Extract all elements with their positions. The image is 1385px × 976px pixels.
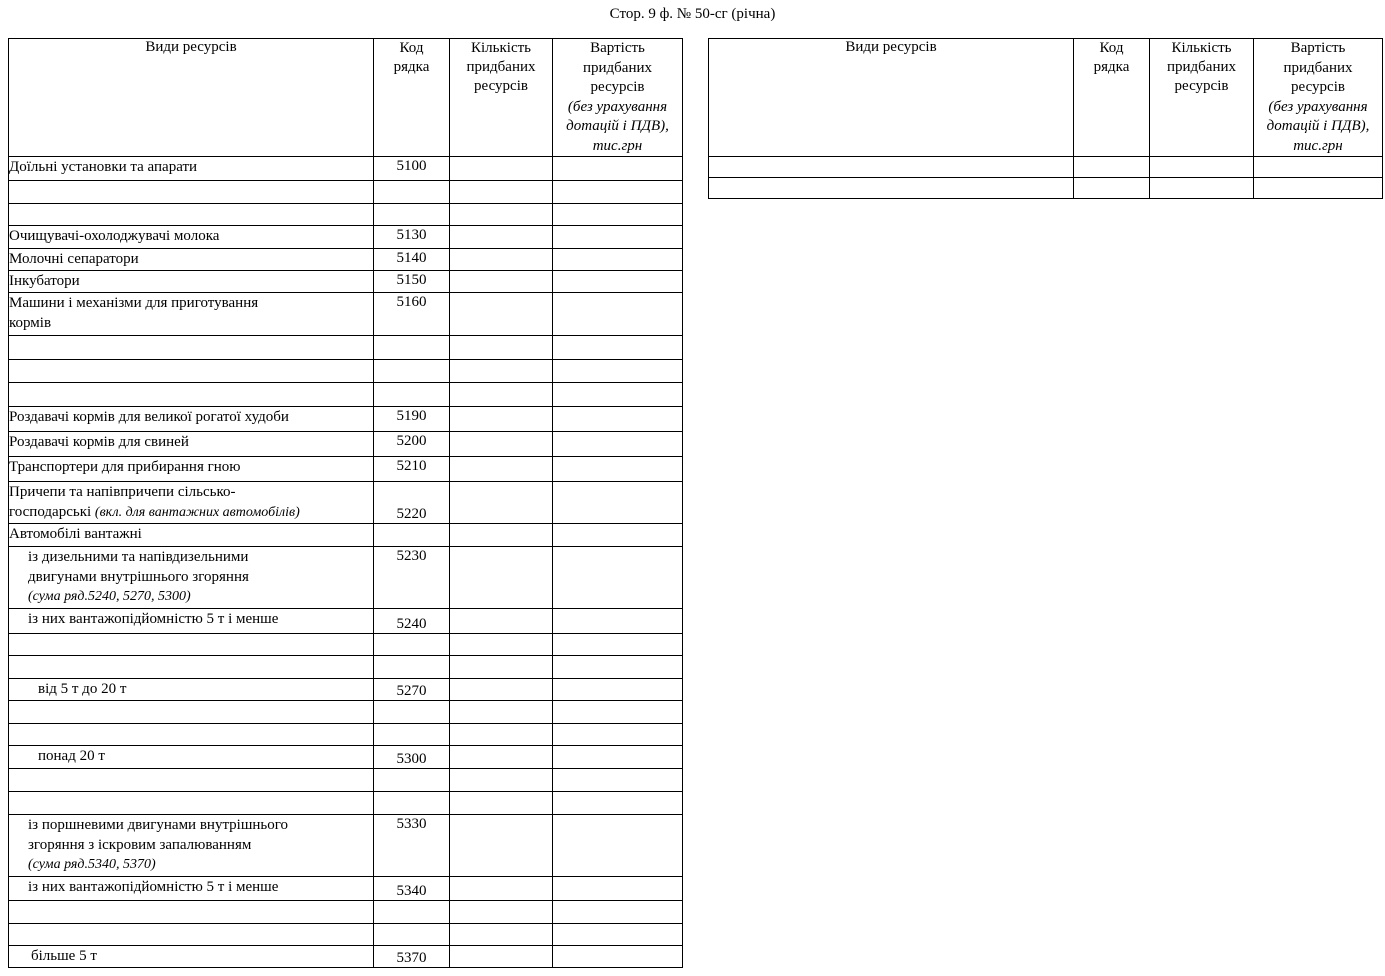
qty-header-line: ресурсів [474,78,528,94]
code-header-line: Код [399,40,424,56]
column-header-quantity [1150,39,1254,157]
cost-cell[interactable] [1254,178,1383,199]
row-code [374,901,450,924]
row-code: 5150 [374,271,450,293]
row-name: Транспортери для прибирання гною [9,457,374,482]
row-name-line: із дизельними та напівдизельними [28,549,249,565]
cost-cell[interactable] [553,482,683,524]
row-name [9,634,374,656]
row-code: 5160 [374,293,450,336]
row-name [9,815,374,877]
row-code[interactable] [1074,178,1150,199]
quantity-cell[interactable] [450,724,553,746]
row-code [374,769,450,792]
resources-table-left [8,38,683,968]
table-row [9,524,683,547]
row-name [9,701,374,724]
quantity-cell[interactable] [450,769,553,792]
row-name-line: із поршневими двигунами внутрішнього [28,817,289,833]
row-name: від 5 т до 20 т [9,679,374,701]
quantity-cell[interactable] [450,181,553,204]
cost-cell[interactable] [553,924,683,946]
row-name: Інкубатори [9,271,374,293]
cost-header-line: (без урахування [1268,98,1368,115]
table-row [9,634,683,656]
cost-cell[interactable] [553,547,683,609]
cost-cell[interactable] [553,701,683,724]
cost-header-line: Вартість [1290,40,1346,56]
cost-cell[interactable] [553,157,683,181]
table-row [9,946,683,968]
cost-cell[interactable] [553,336,683,360]
row-name [9,360,374,383]
quantity-cell[interactable] [450,792,553,815]
row-name [9,656,374,679]
table-header-row [709,39,1383,157]
column-header-resource: Види ресурсів [9,39,374,157]
quantity-cell[interactable] [450,293,553,336]
qty-header-line: ресурсів [1174,78,1229,94]
row-name [9,293,374,336]
row-name: Роздавачі кормів для свиней [9,432,374,457]
cost-cell[interactable] [553,181,683,204]
quantity-cell[interactable] [450,524,553,547]
row-note: (вкл. для вантажних автомобілів) [94,505,300,520]
quantity-cell[interactable] [450,271,553,293]
row-name [9,336,374,360]
table-row [9,482,683,524]
row-name-line: згоряння з іскровим запалюванням [28,837,252,853]
row-code: 5220 [374,482,450,524]
cost-cell[interactable] [553,249,683,271]
row-name [9,383,374,407]
cost-cell[interactable] [553,360,683,383]
cost-cell[interactable] [553,901,683,924]
table-row [9,679,683,701]
cost-cell[interactable] [553,792,683,815]
quantity-cell[interactable] [450,336,553,360]
table-row [9,769,683,792]
quantity-cell[interactable] [450,656,553,679]
quantity-cell[interactable] [450,157,553,181]
cost-header-line: придбаних [582,59,653,76]
cost-header-line: ресурсів [1291,79,1345,95]
quantity-cell[interactable] [450,547,553,609]
row-code: 5140 [374,249,450,271]
cost-cell[interactable] [553,946,683,968]
quantity-cell[interactable] [450,249,553,271]
cost-cell[interactable] [553,457,683,482]
cost-cell[interactable] [1254,157,1383,178]
row-code [374,634,450,656]
row-name [9,547,374,609]
cost-cell[interactable] [553,609,683,634]
row-code [374,336,450,360]
row-code: 5210 [374,457,450,482]
table-row [9,293,683,336]
cost-cell[interactable] [553,407,683,432]
row-name: із них вантажопідйомністю 5 т і менше [9,609,374,634]
table-row [9,457,683,482]
quantity-cell[interactable] [450,383,553,407]
row-name: Роздавачі кормів для великої рогатої худоби [9,407,374,432]
cost-cell[interactable] [553,634,683,656]
row-code [374,656,450,679]
cost-cell[interactable] [553,226,683,249]
cost-header-line: придбаних [1283,59,1353,76]
table-row [9,407,683,432]
qty-header-line: придбаних [1166,59,1237,75]
quantity-cell[interactable] [450,946,553,968]
cost-cell[interactable] [553,383,683,407]
quantity-cell[interactable] [450,701,553,724]
quantity-cell[interactable] [1150,178,1254,199]
quantity-cell[interactable] [450,204,553,226]
table-row [9,746,683,769]
quantity-cell[interactable] [450,609,553,634]
row-name-text: господарські [9,504,92,520]
row-code [374,383,450,407]
table-row [9,249,683,271]
table-row [9,157,683,181]
quantity-cell[interactable] [450,432,553,457]
cost-header-line: Вартість [590,40,645,56]
row-name: Очищувачі-охолоджувачі молока [9,226,374,249]
row-name-line: двигунами внутрішнього згоряння [28,569,249,585]
cost-cell[interactable] [553,432,683,457]
qty-header-line: Кількість [1171,40,1232,56]
quantity-cell[interactable] [450,360,553,383]
column-header-cost [553,39,683,157]
table-row [9,432,683,457]
table-row [9,383,683,407]
cost-cell[interactable] [553,204,683,226]
quantity-cell[interactable] [450,482,553,524]
cost-header-line: (без урахування [567,98,668,115]
column-header-code [374,39,450,157]
cost-cell[interactable] [553,271,683,293]
quantity-cell[interactable] [450,815,553,877]
row-code [374,792,450,815]
quantity-cell[interactable] [450,457,553,482]
qty-header-line: Кількість [470,40,531,56]
cost-header-line: ресурсів [590,79,645,95]
quantity-cell[interactable] [450,924,553,946]
column-header-code [1074,39,1150,157]
row-code [374,181,450,204]
table-row [9,877,683,901]
table-row [9,271,683,293]
row-name: Доїльні установки та апарати [9,157,374,181]
row-code: 5300 [374,746,450,769]
table-row [9,336,683,360]
row-code: 5190 [374,407,450,432]
table-row [9,792,683,815]
cost-header-line: дотацій і ПДВ), [566,118,669,134]
table-row [9,701,683,724]
resources-table-right [708,38,1383,199]
row-note: (сума ряд.5240, 5270, 5300) [28,589,191,604]
row-name: більше 5 т [9,946,374,968]
column-header-resource: Види ресурсів [709,39,1074,157]
cost-cell[interactable] [553,656,683,679]
row-code [374,701,450,724]
quantity-cell[interactable] [450,407,553,432]
table-row [9,547,683,609]
row-name [9,482,374,524]
cost-cell[interactable] [553,679,683,701]
row-code: 5100 [374,157,450,181]
row-name [9,769,374,792]
quantity-cell[interactable] [450,634,553,656]
row-code: 5130 [374,226,450,249]
cost-header-line: тис.грн [1293,137,1343,154]
row-code [374,524,450,547]
cost-cell[interactable] [553,724,683,746]
row-name-line: кормів [9,315,52,331]
row-code: 5230 [374,547,450,609]
quantity-cell[interactable] [450,679,553,701]
column-header-cost [1254,39,1383,157]
row-name [9,204,374,226]
row-name-line: Причепи та напівпричепи сільсько- [9,484,236,500]
page-title: Стор. 9 ф. № 50-сг (річна) [609,6,776,22]
quantity-cell[interactable] [450,877,553,901]
column-header-quantity [450,39,553,157]
table-row [9,901,683,924]
table-row [9,924,683,946]
row-code: 5340 [374,877,450,901]
row-code: 5200 [374,432,450,457]
cost-cell[interactable] [553,524,683,547]
row-name: Автомобілі вантажні [9,524,374,547]
cost-cell[interactable] [553,769,683,792]
quantity-cell[interactable] [450,746,553,769]
quantity-cell[interactable] [450,901,553,924]
table-row [9,656,683,679]
cost-cell[interactable] [553,746,683,769]
row-name: Молочні сепаратори [9,249,374,271]
row-name[interactable] [709,157,1074,178]
table-row [9,815,683,877]
code-header-line: рядка [1093,59,1130,75]
code-header-line: Код [1099,40,1124,56]
table-row [9,204,683,226]
cost-cell[interactable] [553,293,683,336]
cost-header-line: тис.грн [592,137,643,154]
table-row [709,157,1383,178]
row-code: 5330 [374,815,450,877]
row-code[interactable] [1074,157,1150,178]
table-row [9,724,683,746]
row-name [9,724,374,746]
quantity-cell[interactable] [1150,157,1254,178]
row-code: 5240 [374,609,450,634]
row-name-line [9,502,373,523]
row-name: понад 20 т [9,746,374,769]
row-name [9,792,374,815]
row-code [374,204,450,226]
table-row [9,360,683,383]
row-name: із них вантажопідйомністю 5 т і менше [9,877,374,901]
table-header-row [9,39,683,157]
cost-cell[interactable] [553,815,683,877]
table-row [9,609,683,634]
table-row [709,178,1383,199]
cost-header-line: дотацій і ПДВ), [1266,118,1370,134]
table-row [9,181,683,204]
row-code [374,360,450,383]
row-name [9,181,374,204]
cost-cell[interactable] [553,877,683,901]
row-code [374,724,450,746]
row-name-line: Машини і механізми для приготування [9,295,259,311]
row-code: 5270 [374,679,450,701]
row-note: (сума ряд.5340, 5370) [28,857,156,872]
table-row [9,226,683,249]
row-code: 5370 [374,946,450,968]
qty-header-line: придбаних [466,59,536,75]
code-header-line: рядка [393,59,430,75]
row-code [374,924,450,946]
quantity-cell[interactable] [450,226,553,249]
row-name [9,901,374,924]
row-name [9,924,374,946]
row-name[interactable] [709,178,1074,199]
